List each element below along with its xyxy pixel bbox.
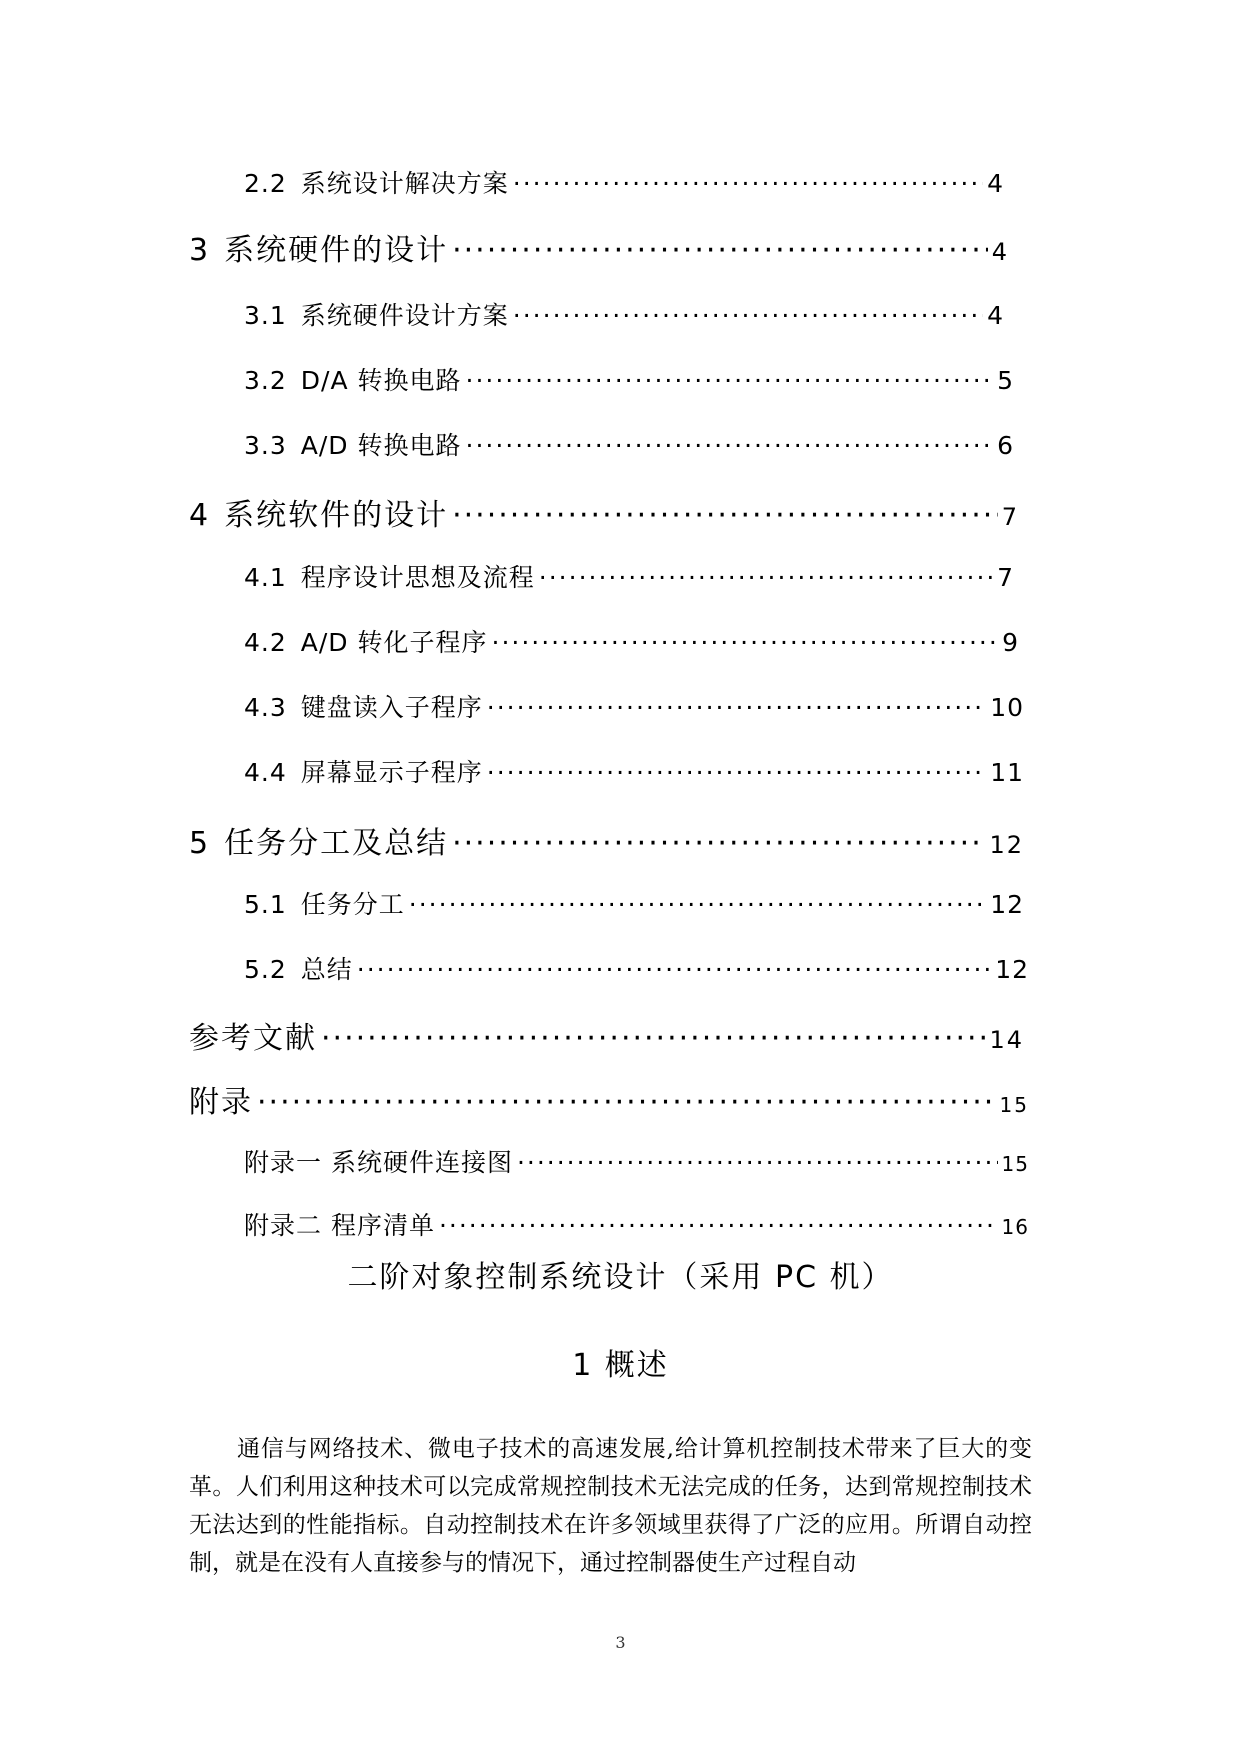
toc-leader-dots — [357, 955, 991, 984]
toc-leader-dots — [539, 563, 993, 592]
toc-title: A/D 转换电路 — [300, 431, 462, 460]
toc-title: 任务分工 — [300, 890, 405, 919]
toc-page: 9 — [1002, 628, 1019, 657]
toc-leader-dots — [439, 1211, 998, 1240]
toc-leader-dots — [321, 1021, 985, 1056]
toc-entry[interactable] — [244, 885, 1024, 921]
toc-leader-dots — [466, 366, 994, 395]
toc-entry[interactable] — [244, 164, 1004, 200]
toc-title: 总结 — [300, 955, 353, 984]
toc-title: 附录 — [189, 1085, 253, 1120]
toc-number: 5.2 — [244, 955, 287, 984]
toc-number: 4.3 — [244, 693, 287, 722]
toc-number: 4.2 — [244, 628, 287, 657]
toc-page: 4 — [987, 169, 1004, 198]
toc-leader-dots — [487, 693, 986, 722]
toc-number: 3.1 — [244, 301, 287, 330]
toc-title: 任务分工及总结 — [224, 826, 449, 861]
toc-title: 屏幕显示子程序 — [300, 758, 483, 787]
toc-leader-dots — [487, 758, 986, 787]
toc-title: 程序设计思想及流程 — [300, 563, 535, 592]
page-number: 3 — [615, 1633, 626, 1652]
toc-title: 附录二 程序清单 — [244, 1211, 435, 1240]
toc-page: 7 — [997, 563, 1014, 592]
toc-number: 3.2 — [244, 366, 287, 395]
toc-entry[interactable] — [189, 1077, 1029, 1121]
body-paragraph: 通信与网络技术、微电子技术的高速发展,给计算机控制技术带来了巨大的变革。人们利用这种技术可以完成常规控制技术无法完成的任务，达到常规控制技术无法达到的性能指标。自动控制技术在许多领域里获得了广泛的应用。所谓自动控制，就是在没有人直接参与的情况下，通过控制器使生产过程自动 — [189, 1436, 1032, 1576]
toc-page: 4 — [987, 301, 1004, 330]
toc-entry[interactable] — [244, 1143, 1029, 1179]
toc-title: 键盘读入子程序 — [300, 693, 483, 722]
toc-entry[interactable] — [244, 361, 1014, 397]
toc-entry[interactable] — [244, 426, 1014, 462]
toc-leader-dots — [452, 233, 988, 268]
toc-title: 系统软件的设计 — [224, 498, 449, 533]
toc-entry[interactable] — [189, 818, 1024, 862]
toc-title: D/A 转换电路 — [300, 366, 462, 395]
toc-leader-dots — [452, 826, 985, 861]
section-heading: 1 概述 — [572, 1348, 669, 1383]
toc-page: 10 — [990, 693, 1024, 722]
toc-entry[interactable] — [189, 225, 1009, 269]
toc-title: 系统硬件的设计 — [224, 233, 449, 268]
toc-leader-dots — [513, 301, 983, 330]
toc-leader-dots — [517, 1148, 998, 1177]
toc-number: 5.1 — [244, 890, 287, 919]
toc-entry[interactable] — [244, 1206, 1029, 1242]
toc-title: A/D 转化子程序 — [300, 628, 488, 657]
toc-page: 4 — [991, 238, 1009, 266]
toc-page: 12 — [989, 831, 1024, 859]
toc-leader-dots — [513, 169, 983, 198]
toc-entry[interactable] — [244, 950, 1029, 986]
toc-page: 12 — [990, 890, 1024, 919]
toc-number: 3.3 — [244, 431, 287, 460]
toc-entry[interactable] — [244, 688, 1024, 724]
toc-page: 6 — [997, 431, 1014, 460]
toc-number: 3 — [189, 233, 211, 268]
toc-page: 11 — [990, 758, 1024, 787]
toc-entry[interactable] — [189, 1013, 1024, 1057]
toc-leader-dots — [492, 628, 999, 657]
toc-number: 4.1 — [244, 563, 287, 592]
toc-number: 4 — [189, 498, 211, 533]
toc-entry[interactable] — [244, 558, 1014, 594]
document-title: 二阶对象控制系统设计（采用 PC 机） — [347, 1260, 894, 1295]
toc-leader-dots — [452, 498, 998, 533]
toc-title: 系统设计解决方案 — [300, 169, 509, 198]
toc-number: 2.2 — [244, 169, 287, 198]
toc-number: 4.4 — [244, 758, 287, 787]
toc-entry[interactable] — [244, 753, 1024, 789]
toc-title: 参考文献 — [189, 1021, 317, 1056]
toc-title: 系统硬件设计方案 — [300, 301, 509, 330]
toc-title: 附录一 系统硬件连接图 — [244, 1148, 513, 1177]
toc-leader-dots — [466, 431, 994, 460]
toc-page: 15 — [999, 1093, 1029, 1117]
toc-entry[interactable] — [244, 623, 1019, 659]
toc-leader-dots — [257, 1085, 996, 1120]
toc-entry[interactable] — [244, 296, 1004, 332]
toc-number: 5 — [189, 826, 211, 861]
toc-page: 12 — [995, 955, 1029, 984]
toc-leader-dots — [409, 890, 986, 919]
toc-page: 14 — [989, 1026, 1024, 1054]
toc-page: 15 — [1001, 1152, 1029, 1176]
toc-page: 5 — [997, 366, 1014, 395]
toc-page: 16 — [1001, 1215, 1029, 1239]
toc-page: 7 — [1001, 503, 1019, 531]
toc-entry[interactable] — [189, 490, 1019, 534]
